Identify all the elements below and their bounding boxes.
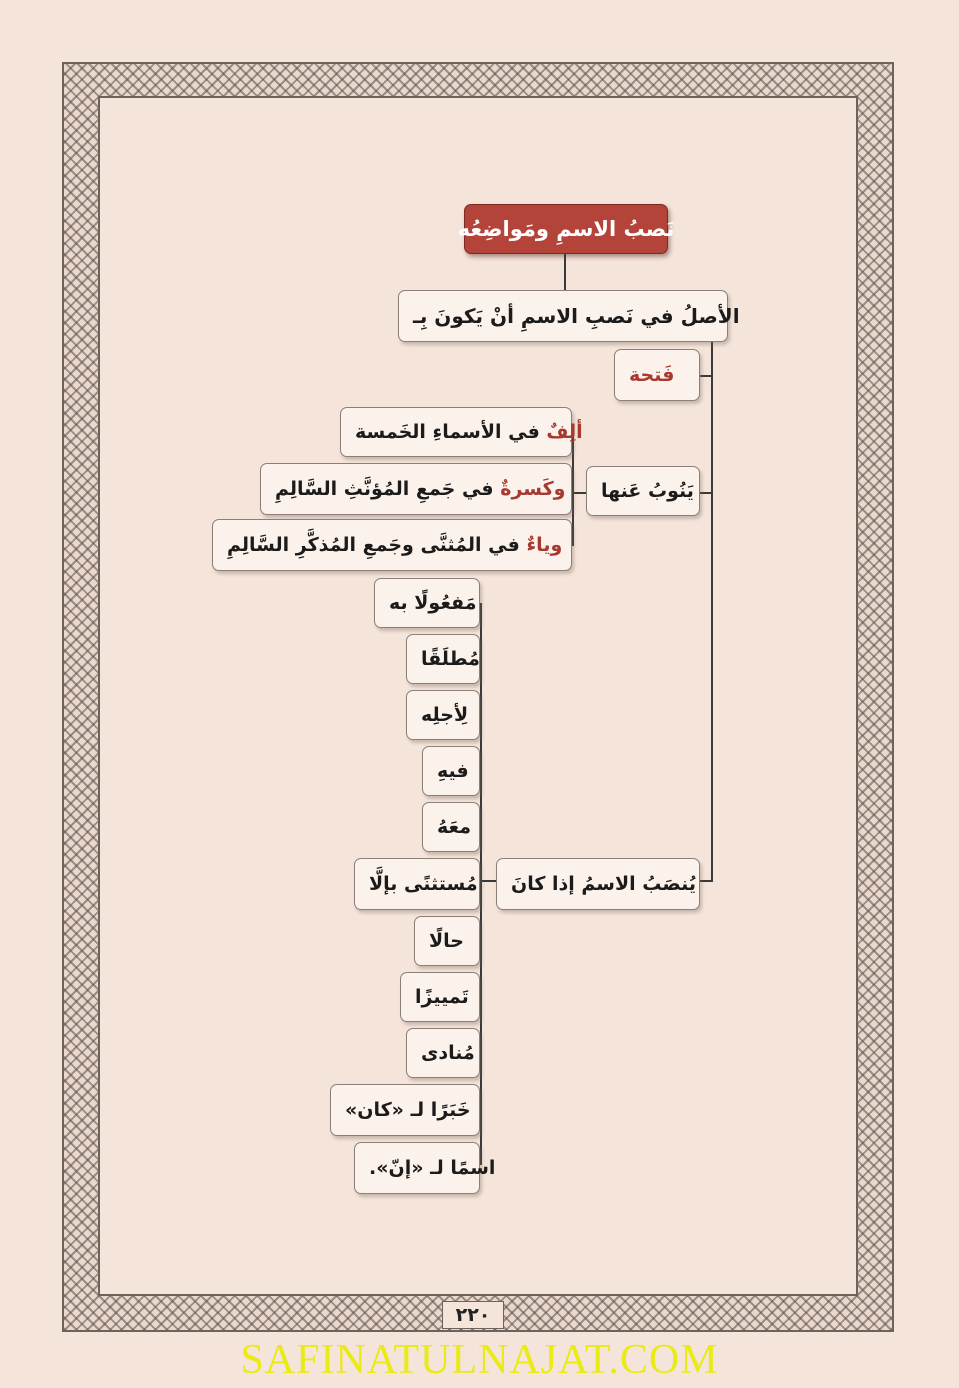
position-text: مُطلَقًا <box>421 648 480 670</box>
connector-pos-vertical <box>480 603 482 1165</box>
position-item <box>414 916 480 966</box>
position-text: لِأجلِه <box>421 704 469 726</box>
position-text: معَهُ <box>437 816 472 838</box>
position-item <box>406 1028 480 1078</box>
position-text: اسمًا لـ «إنّ». <box>369 1157 496 1179</box>
position-item <box>406 634 480 684</box>
positions-label-box <box>496 858 700 910</box>
substitute-rest: في المُثنَّى وجَمعِ المُذكَّرِ السَّالِمِ <box>227 534 520 556</box>
position-item <box>330 1084 480 1136</box>
position-text: تَمييزًا <box>415 986 469 1008</box>
substitute-highlight: وياءٌ <box>526 534 563 556</box>
fatha-text: فَتحة <box>629 364 675 386</box>
position-item <box>354 858 480 910</box>
substitutes-label-text: يَنُوبُ عَنها <box>601 480 694 502</box>
connector-fatha <box>700 375 712 377</box>
substitute-item <box>212 519 572 571</box>
substitutes-label-box <box>586 466 700 516</box>
rule-box <box>398 290 740 342</box>
position-text: مُنادى <box>421 1042 475 1064</box>
connector-sub-vertical <box>572 433 574 546</box>
position-text: فيهِ <box>437 760 469 782</box>
connector-positions <box>700 880 712 882</box>
position-text: مُستثنًى بإلَّا <box>369 873 478 895</box>
rule-text: الأصلُ في نَصبِ الاسمِ أنْ يَكونَ بِـ <box>413 304 740 328</box>
substitute-highlight: ألِفٌ <box>546 421 583 443</box>
substitute-rest: في الأسماءِ الخَمسة <box>355 421 540 443</box>
title-text: نَصبُ الاسمِ ومَواضِعُه <box>457 217 675 241</box>
page-number: ٢٢٠ <box>442 1301 504 1329</box>
position-text: حالًا <box>429 930 464 952</box>
substitute-item <box>260 463 572 515</box>
connector-substitutes <box>700 492 712 494</box>
position-text: خَبَرًا لـ «كان» <box>345 1099 471 1121</box>
position-item <box>422 802 480 852</box>
position-item <box>354 1142 496 1194</box>
substitute-rest: في جَمعِ المُؤنَّثِ السَّالِمِ <box>275 478 494 500</box>
position-item <box>406 690 480 740</box>
position-item <box>374 578 480 628</box>
substitute-item <box>340 407 583 457</box>
connector-trunk <box>711 340 713 882</box>
diagram-title <box>457 204 675 254</box>
position-item <box>422 746 480 796</box>
watermark: SAFINATULNAJAT.COM <box>240 1337 719 1383</box>
position-item <box>400 972 480 1022</box>
connector-title-rule <box>564 252 566 290</box>
fatha-box <box>614 349 700 401</box>
position-text: مَفعُولًا به <box>389 592 477 614</box>
substitute-highlight: وكَسرةٌ <box>500 478 566 500</box>
positions-label-text: يُنصَبُ الاسمُ إذا كانَ <box>511 873 696 895</box>
